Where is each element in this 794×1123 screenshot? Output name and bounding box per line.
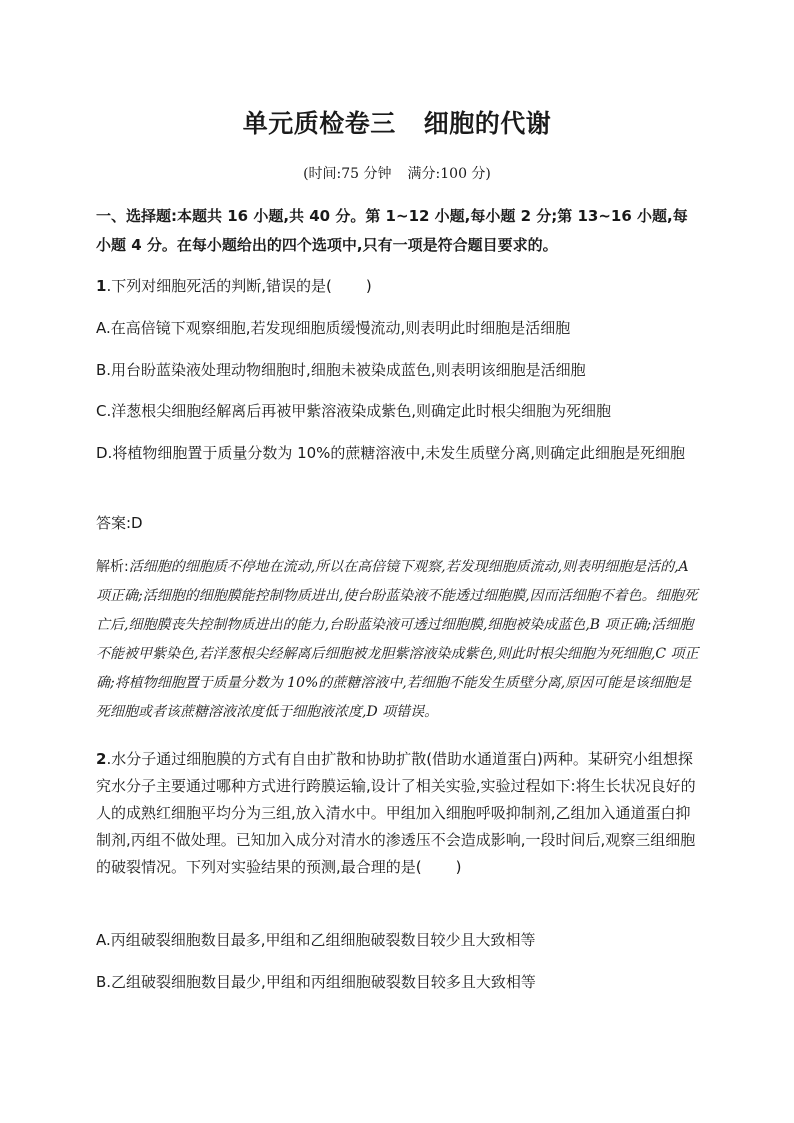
- title-sub: 细胞的代谢: [423, 109, 552, 138]
- exam-time: (时间:75 分钟: [303, 166, 392, 182]
- question-number: 1: [96, 277, 107, 295]
- page-title: [0, 104, 794, 140]
- question-1-stem: 1.下列对细胞死活的判断,错误的是( ): [96, 277, 372, 295]
- title-main: 单元质检卷三: [242, 109, 396, 138]
- analysis-label: 解析:: [96, 559, 129, 575]
- question-2-stem: 2.水分子通过细胞膜的方式有自由扩散和协助扩散(借助水通道蛋白)两种。某研究小组想探究水分子主要通过哪种方式进行跨膜运输,设计了相关实验,实验过程如下:将生长状况良好的人的成熟红细胞平均分为三组,放入清水中。甲组加入细胞呼吸抑制剂,乙组加入通道蛋白抑制剂,丙组不做处理。已知加入成分对清水的渗透压不会造成影响,一段时间后,观察三组细胞的破裂情况。下列对实验结果的预测,最合理的是( ): [96, 750, 696, 876]
- exam-score: 满分:100 分): [407, 166, 491, 182]
- question-2-option-b: B.乙组破裂细胞数目最少,甲组和丙组细胞破裂数目较多且大致相等: [96, 973, 536, 991]
- question-1-option-c: C.洋葱根尖细胞经解离后再被甲紫溶液染成紫色,则确定此时根尖细胞为死细胞: [96, 402, 612, 420]
- question-1-option-b: B.用台盼蓝染液处理动物细胞时,细胞未被染成蓝色,则表明该细胞是活细胞: [96, 361, 586, 379]
- section-heading: 一、选择题:本题共 16 小题,共 40 分。第 1~12 小题,每小题 2 分;第 13~16 小题,每小题 4 分。在每小题给出的四个选项中,只有一项是符合题目要求的。: [96, 207, 688, 254]
- question-1-option-d: D.将植物细胞置于质量分数为 10%的蔗糖溶液中,未发生质壁分离,则确定此细胞是死细胞: [96, 444, 685, 462]
- question-1-option-a: A.在高倍镜下观察细胞,若发现细胞质缓慢流动,则表明此时细胞是活细胞: [96, 319, 571, 337]
- exam-info: [0, 163, 794, 183]
- question-1-answer: 答案:D: [96, 514, 143, 532]
- question-number: 2: [96, 750, 107, 768]
- question-1-analysis: 解析:活细胞的细胞质不停地在流动,所以在高倍镜下观察,若发现细胞质流动,则表明细胞是活的,A 项正确;活细胞的细胞膜能控制物质进出,使台盼蓝染液不能透过细胞膜,因而活细胞不着色。细胞死亡后,细胞膜丧失控制物质进出的能力,台盼蓝染液可透过细胞膜,细胞被染成蓝色,B 项正确;活细胞不能被甲紫染色,若洋葱根尖经解离后细胞被龙胆紫溶液染成紫色,则此时根尖细胞为死细胞,C 项正确;将植物细胞置于质量分数为 10%的蔗糖溶液中,若细胞不能发生质壁分离,原因可能是该细胞是死细胞或者该蔗糖溶液浓度低于细胞液浓度,D 项错误。: [96, 559, 699, 720]
- question-2-option-a: A.丙组破裂细胞数目最多,甲组和乙组细胞破裂数目较少且大致相等: [96, 931, 536, 949]
